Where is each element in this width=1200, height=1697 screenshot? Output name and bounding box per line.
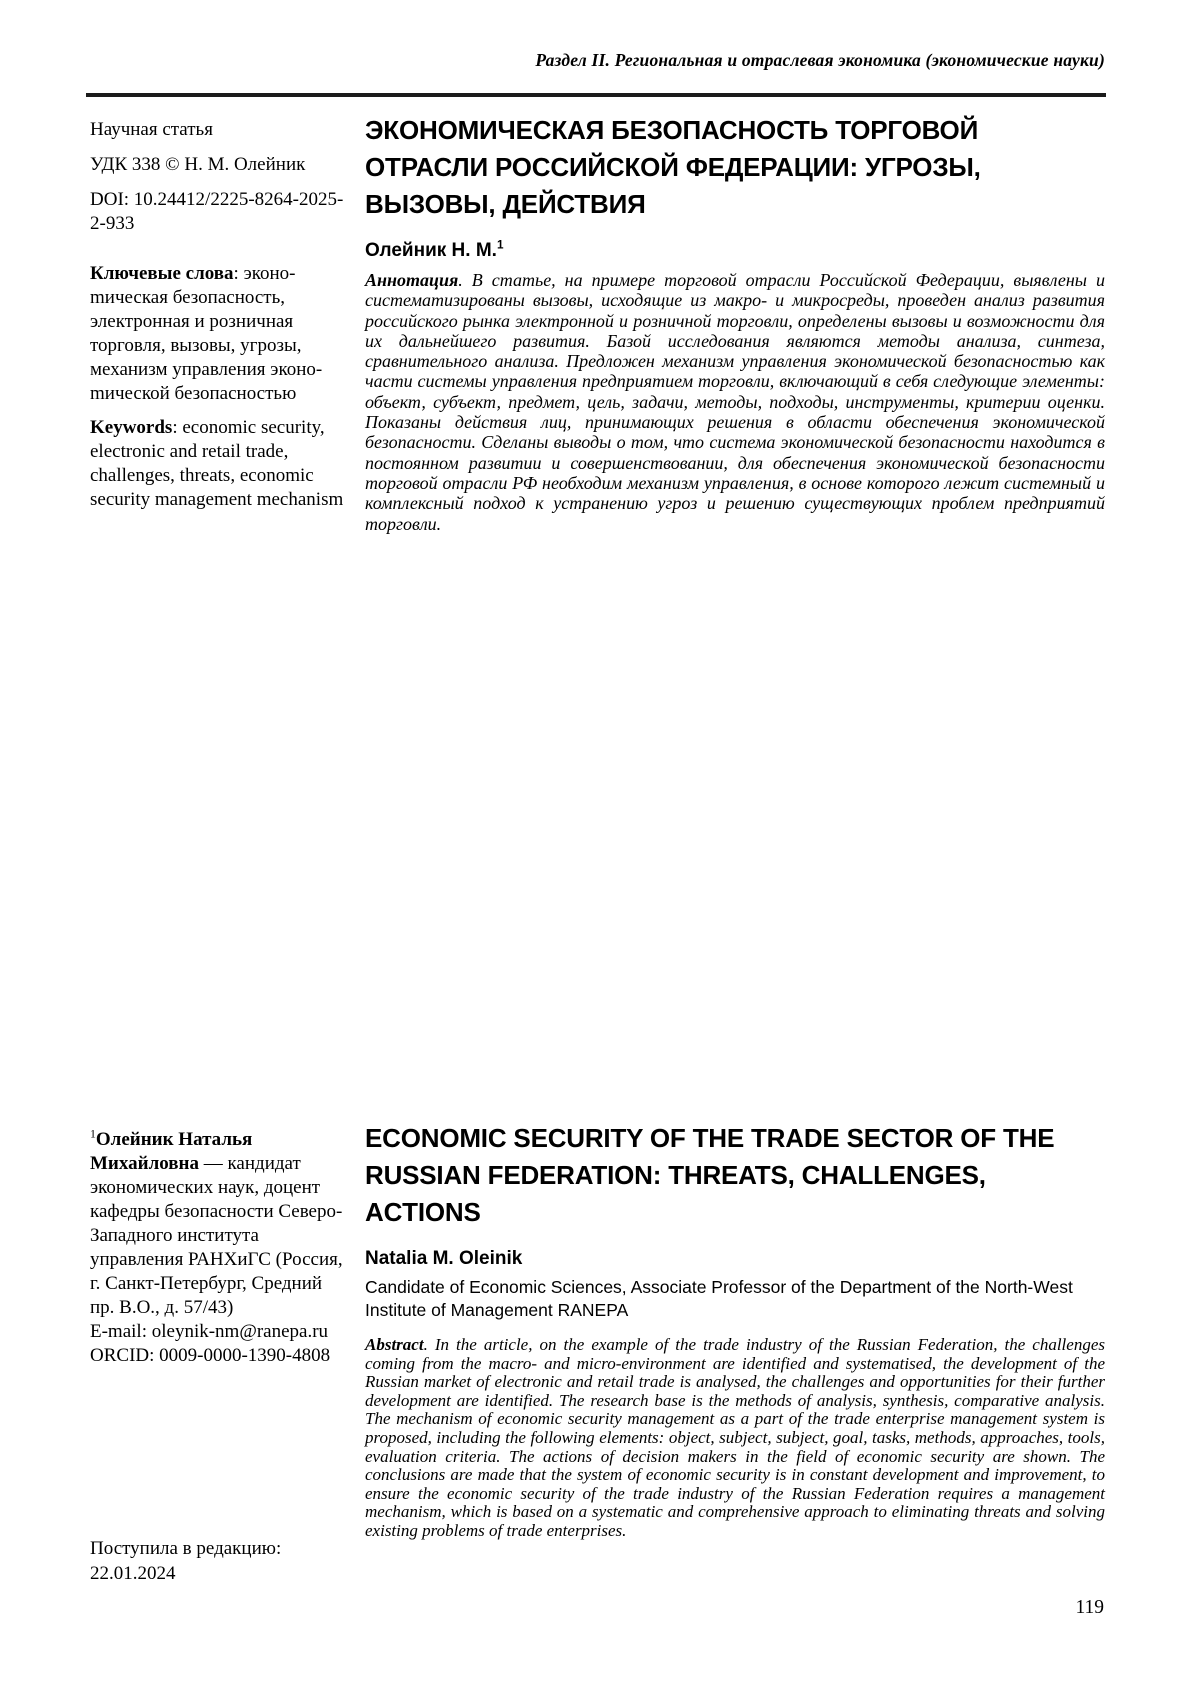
received-block — [90, 1536, 344, 1586]
author-ru-footnote-mark: 1 — [496, 238, 504, 252]
author-ru — [365, 239, 1105, 262]
abstract-en — [365, 1336, 1105, 1541]
keywords-en — [90, 416, 344, 512]
bio-footnote-mark: 1 — [90, 1127, 96, 1141]
article-title-ru: ЭКОНОМИЧЕСКАЯ БЕЗОПАСНОСТЬ ТОРГОВОЙ ОТРАСЛИ РОССИЙСКОЙ ФЕДЕРАЦИИ: УГРОЗЫ, ВЫЗОВЫ, ДЕЙСТВИЯ — [365, 115, 981, 219]
abstract-ru-body: . В статье, на примере торговой отрасли Российской Федерации, выявлены и систематизированы вызовы, исходящие из макро- и микросреды, проведен анализ развития российского рынка электронной и розничной торговли, определены вызовы и возможности для их дальнейшего развития. Базой исследования являются методы анализа, синтеза, сравнительного анализа. Предложен механизм управления экономической безопасностью как части системы управления предприятием торговли, включающий в себя следующие элементы: объект, субъект, предмет, цель, задачи, методы, подходы, инструменты, критерии оценки. Показаны действия лиц, принимающих решения в области обеспечения экономической безопасности. Сделаны выводы о том, что система экономической безопасности находится в постоянном развитии и совершенствовании, для обеспечения экономической безопасности торговой отрасли РФ необходим механизм управления, в основе которого лежит системный и комплексный подход к устранению угроз и решению существующих проблем предприятий торговли. — [365, 270, 1105, 534]
english-section — [365, 1120, 1105, 1541]
page-number: 119 — [1075, 1597, 1104, 1618]
russian-section — [365, 112, 1105, 534]
author-bio — [90, 1128, 344, 1320]
author-ru-name: Олейник Н. М. — [365, 240, 497, 261]
bio-email: E-mail: oleynik-nm@ranepa.ru — [90, 1321, 329, 1342]
article-type: Научная статья — [90, 119, 213, 140]
bio-name: Олейник Наталья Михайловна — [90, 1129, 253, 1174]
abstract-ru-label: Аннотация — [365, 270, 459, 290]
author-bio-column — [90, 1128, 344, 1368]
received-label: Поступила в редакцию: — [90, 1538, 282, 1559]
keywords-en-label: Keywords — [90, 417, 173, 438]
keywords-ru — [90, 262, 344, 406]
keywords-ru-body: : эконоmическая безопасность, электронная и розничная торговля, вызовы, угрозы, механизм управления эконоmической безопасностью — [90, 263, 323, 404]
keywords-en-body: : economic security, electronic and retail trade, challenges, threats, economic security management mechanism — [90, 417, 344, 510]
abstract-ru — [365, 270, 1105, 534]
doi-line: DOI: 10.24412/2225-8264-2025-2-933 — [90, 189, 344, 234]
bio-text: — кандидат экономических наук, доцент кафедры безопасности Северо-Западного института управления РАНХиГС (Россия, г. Санкт-Петербург, Средний пр. В.О., д. 57/43) — [90, 1153, 343, 1318]
metadata-column — [90, 118, 344, 512]
abstract-en-label: Abstract — [365, 1335, 424, 1354]
received-date: 22.01.2024 — [90, 1563, 176, 1584]
abstract-en-body: . In the article, on the example of the trade industry of the Russian Federation, the challenges coming from the macro- and micro-environment are identified and systematised, the development of the Russian market of electronic and retail trade is analysed, the challenges and opportunities for their further development are identified. The research base is the methods of analysis, synthesis, comparative analysis. The mechanism of economic security management as a part of the trade enterprise management system is proposed, including the following elements: object, subject, subject, goal, tasks, methods, approaches, tools, evaluation criteria. The actions of decision makers in the field of economic security are shown. The conclusions are made that the system of economic security is in constant development and improvement, to ensure the economic security of the trade industry of the Russian Federation requires a management mechanism, which is based on a systematic and comprehensive approach to eliminating threats and solving existing problems of trade enterprises. — [365, 1335, 1105, 1540]
article-title-en: ECONOMIC SECURITY OF THE TRADE SECTOR OF THE RUSSIAN FEDERATION: THREATS, CHALLENGES, ACTIONS — [365, 1123, 1055, 1227]
author-en: Natalia M. Oleinik — [365, 1248, 523, 1269]
udc-line: УДК 338 © Н. М. Олейник — [90, 154, 306, 175]
bio-orcid: ORCID: 0009-0000-1390-4808 — [90, 1345, 331, 1366]
header-rule — [86, 93, 1106, 97]
running-head: Раздел II. Региональная и отраслевая экономика (экономические науки) — [535, 50, 1105, 70]
affiliation-en: Candidate of Economic Sciences, Associate Professor of the Department of the North-West Institute of Management RANEPA — [365, 1277, 1073, 1320]
keywords-ru-label: Ключевые слова — [90, 263, 234, 284]
